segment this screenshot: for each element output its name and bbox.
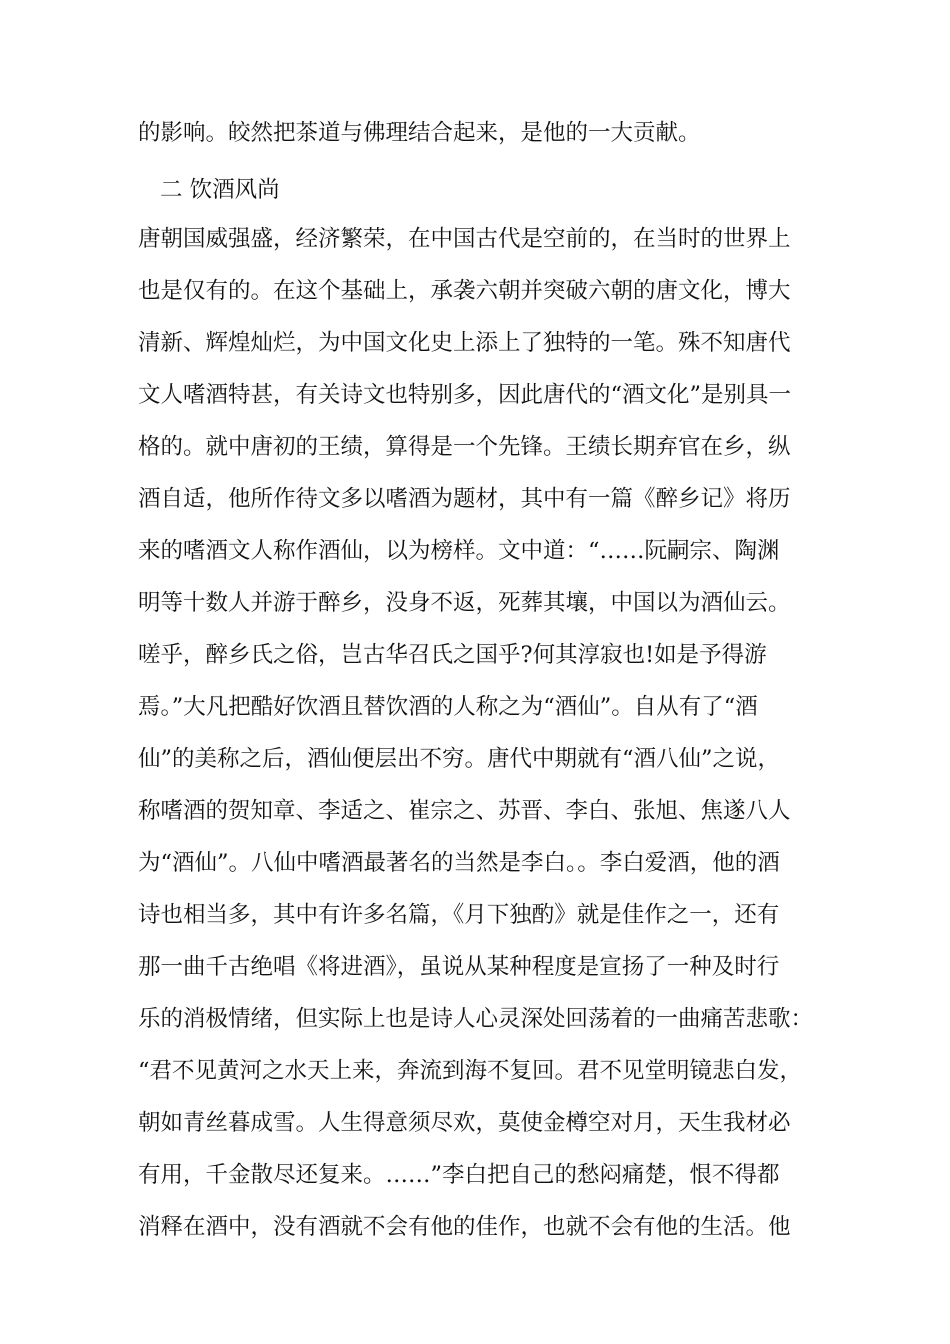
paragraph-line: 诗也相当多，其中有许多名篇，《月下独酌》就是佳作之一，还有 xyxy=(138,902,780,928)
paragraph-line: “君不见黄河之水天上来，奔流到海不复回。君不见堂明镜悲白发， xyxy=(138,1058,803,1084)
paragraph-line: 朝如青丝暮成雪。人生得意须尽欢，莫使金樽空对月，天生我材必 xyxy=(138,1110,791,1136)
paragraph-line: 唐朝国威强盛，经济繁荣，在中国古代是空前的，在当时的世界上 xyxy=(138,226,791,252)
paragraph-line: 的影响。皎然把茶道与佛理结合起来，是他的一大贡献。 xyxy=(138,120,701,146)
paragraph-line: 那一曲千古绝唱《将进酒》，虽说从某种程度是宣扬了一种及时行 xyxy=(138,954,780,980)
paragraph-line: 格的。就中唐初的王绩，算得是一个先锋。王绩长期弃官在乡，纵 xyxy=(138,434,791,460)
paragraph-line: 焉。”大凡把酷好饮酒且替饮酒的人称之为“酒仙”。自从有了“酒 xyxy=(138,694,758,720)
paragraph-line: 消释在酒中，没有酒就不会有他的佳作，也就不会有他的生活。他 xyxy=(138,1214,791,1240)
paragraph-line: 称嗜酒的贺知章、李适之、崔宗之、苏晋、李白、张旭、焦遂八人 xyxy=(138,798,791,824)
paragraph-line: 乐的消极情绪，但实际上也是诗人心灵深处回荡着的一曲痛苦悲歌： xyxy=(138,1006,814,1032)
paragraph-line: 嗟乎，醉乡氏之俗，岂古华召氏之国乎?何其淳寂也!如是予得游 xyxy=(138,642,767,668)
paragraph-line: 为“酒仙”。八仙中嗜酒最著名的当然是李白。。李白爱酒，他的酒 xyxy=(138,850,780,876)
paragraph-line: 文人嗜酒特甚，有关诗文也特别多，因此唐代的“酒文化”是别具一 xyxy=(138,382,792,408)
paragraph-line: 酒自适，他所作待文多以嗜酒为题材，其中有一篇《醉乡记》将历 xyxy=(138,486,791,512)
paragraph-line: 清新、辉煌灿烂，为中国文化史上添上了独特的一笔。殊不知唐代 xyxy=(138,330,791,356)
paragraph-line: 明等十数人并游于醉乡，没身不返，死葬其壤，中国以为酒仙云。 xyxy=(138,590,791,616)
paragraph-line: 仙”的美称之后，酒仙便层出不穷。唐代中期就有“酒八仙”之说， xyxy=(138,746,781,772)
paragraph-line: 有用，千金散尽还复来。……”李白把自己的愁闷痛楚，恨不得都 xyxy=(138,1162,780,1188)
paragraph-line: 也是仅有的。在这个基础上，承袭六朝并突破六朝的唐文化，博大 xyxy=(138,278,791,304)
paragraph-line: 来的嗜酒文人称作酒仙，以为榜样。文中道：“……阮嗣宗、陶渊 xyxy=(138,538,780,564)
section-heading: 二 饮酒风尚 xyxy=(160,177,280,203)
